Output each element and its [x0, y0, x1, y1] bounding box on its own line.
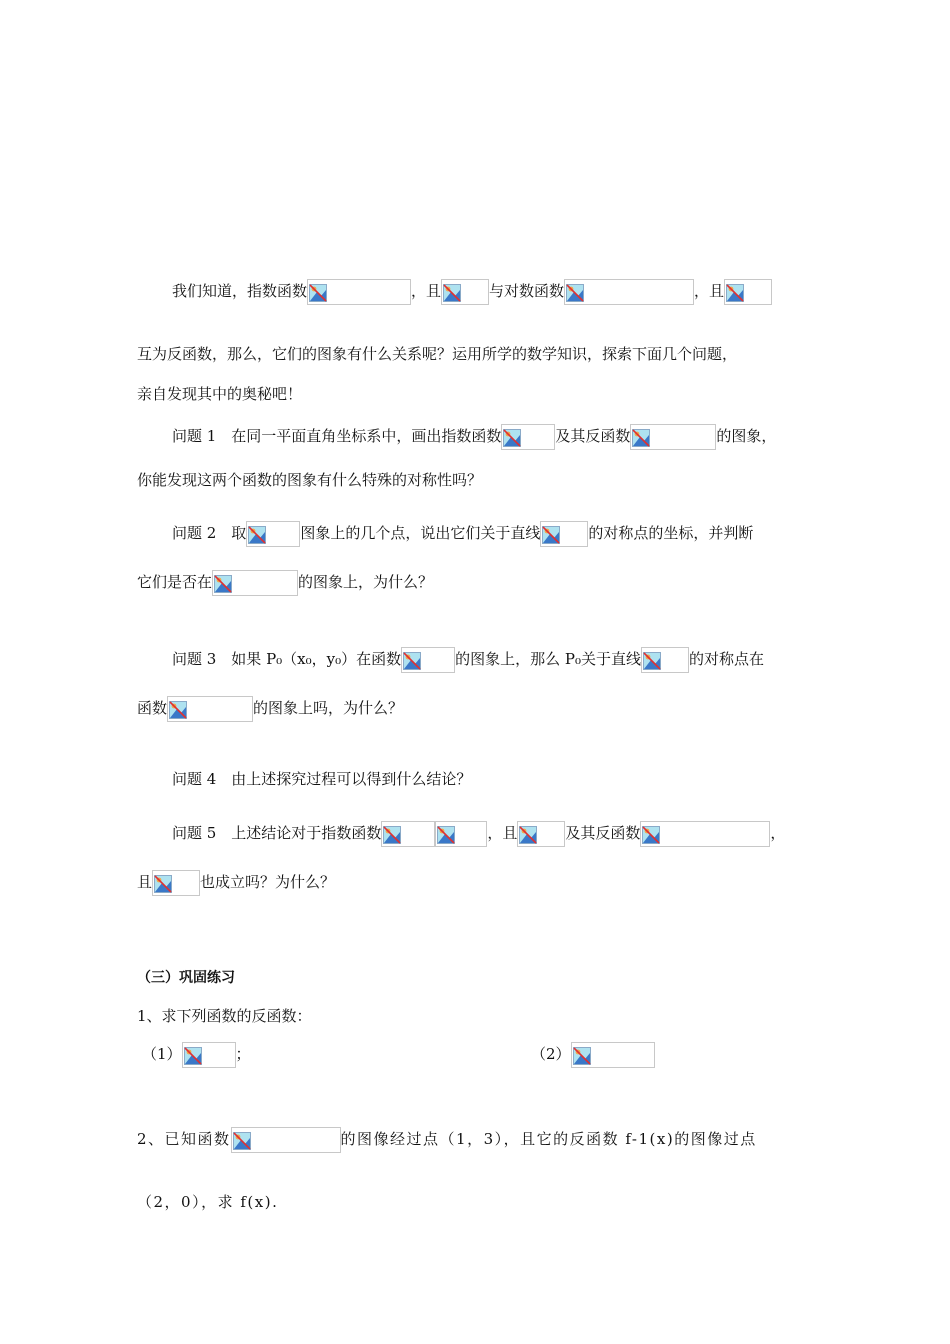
text: 问题 1 在同一平面直角坐标系中，画出指数函数 [172, 427, 502, 445]
formula-image-icon [641, 647, 689, 673]
text: 的图象上，为什么？ [298, 573, 434, 591]
formula-image-icon [401, 647, 455, 673]
text: 2、已知函数 [137, 1130, 231, 1148]
text: 的对称点的坐标，并判断 [588, 524, 754, 542]
text: （1） [142, 1045, 182, 1063]
formula-image-icon [381, 821, 435, 847]
intro-line-1 [172, 279, 772, 305]
question-4-line: 问题 4 由上述探究过程可以得到什么结论？ [172, 770, 472, 788]
section-title: （三）巩固练习 [137, 970, 235, 986]
question-5-line-1 [172, 821, 785, 847]
exercise-2-line-1 [137, 1127, 757, 1153]
text: 问题 3 如果 P₀（x₀，y₀）在函数 [172, 650, 402, 668]
text: 我们知道，指数函数 [172, 282, 308, 300]
formula-image-icon [167, 696, 253, 722]
text: 的图象上，那么 P₀关于直线 [455, 650, 642, 668]
text: ， [770, 824, 786, 842]
text: （2） [531, 1045, 571, 1063]
text: 及其反函数 [565, 824, 641, 842]
formula-image-icon [571, 1042, 655, 1068]
formula-image-icon [246, 521, 300, 547]
intro-line-3: 亲自发现其中的奥秘吧！ [137, 385, 303, 403]
text: ； [235, 1045, 251, 1063]
formula-image-icon [501, 424, 555, 450]
text: 它们是否在 [137, 573, 213, 591]
text: ，且 [694, 282, 725, 300]
text: 及其反函数 [555, 427, 631, 445]
text: 的图像经过点（1，3），且它的反函数 f-1(x)的图像过点 [340, 1130, 757, 1148]
question-2-line-1 [172, 521, 753, 547]
text: 图象上的几个点，说出它们关于直线 [300, 524, 541, 542]
text: 的图象， [716, 427, 777, 445]
text: ，且 [487, 824, 518, 842]
intro-line-2: 互为反函数，那么，它们的图象有什么关系呢？运用所学的数学知识，探索下面几个问题， [137, 345, 738, 363]
formula-image-icon [182, 1042, 236, 1068]
text: 函数 [137, 699, 168, 717]
text: 问题 5 上述结论对于指数函数 [172, 824, 382, 842]
question-3-line-2 [137, 696, 403, 722]
text: 问题 2 取 [172, 524, 247, 542]
exercise-1-part-1 [142, 1042, 251, 1068]
formula-image-icon [564, 279, 694, 305]
question-5-line-2 [137, 870, 335, 896]
exercise-1-part-2 [531, 1042, 655, 1068]
text: 的对称点在 [689, 650, 765, 668]
formula-image-icon [435, 821, 487, 847]
text: 也成立吗？为什么？ [200, 873, 336, 891]
formula-image-icon [441, 279, 489, 305]
formula-image-icon [212, 570, 298, 596]
text: 与对数函数 [489, 282, 565, 300]
formula-image-icon [540, 521, 588, 547]
formula-image-icon [307, 279, 411, 305]
question-1-line-1 [172, 424, 776, 450]
text: 的图象上吗，为什么？ [253, 699, 404, 717]
formula-image-icon [630, 424, 716, 450]
formula-image-icon [724, 279, 772, 305]
formula-image-icon [152, 870, 200, 896]
formula-image-icon [517, 821, 565, 847]
formula-image-icon [231, 1127, 341, 1153]
question-1-line-2: 你能发现这两个函数的图象有什么特殊的对称性吗？ [137, 471, 483, 489]
exercise-2-line-2: （2，0），求 f(x). [137, 1193, 279, 1211]
formula-image-icon [640, 821, 770, 847]
text: ，且 [411, 282, 442, 300]
exercise-1-title: 1、求下列函数的反函数： [137, 1007, 312, 1025]
question-3-line-1 [172, 647, 764, 673]
question-2-line-2 [137, 570, 433, 596]
text: 且 [137, 873, 153, 891]
